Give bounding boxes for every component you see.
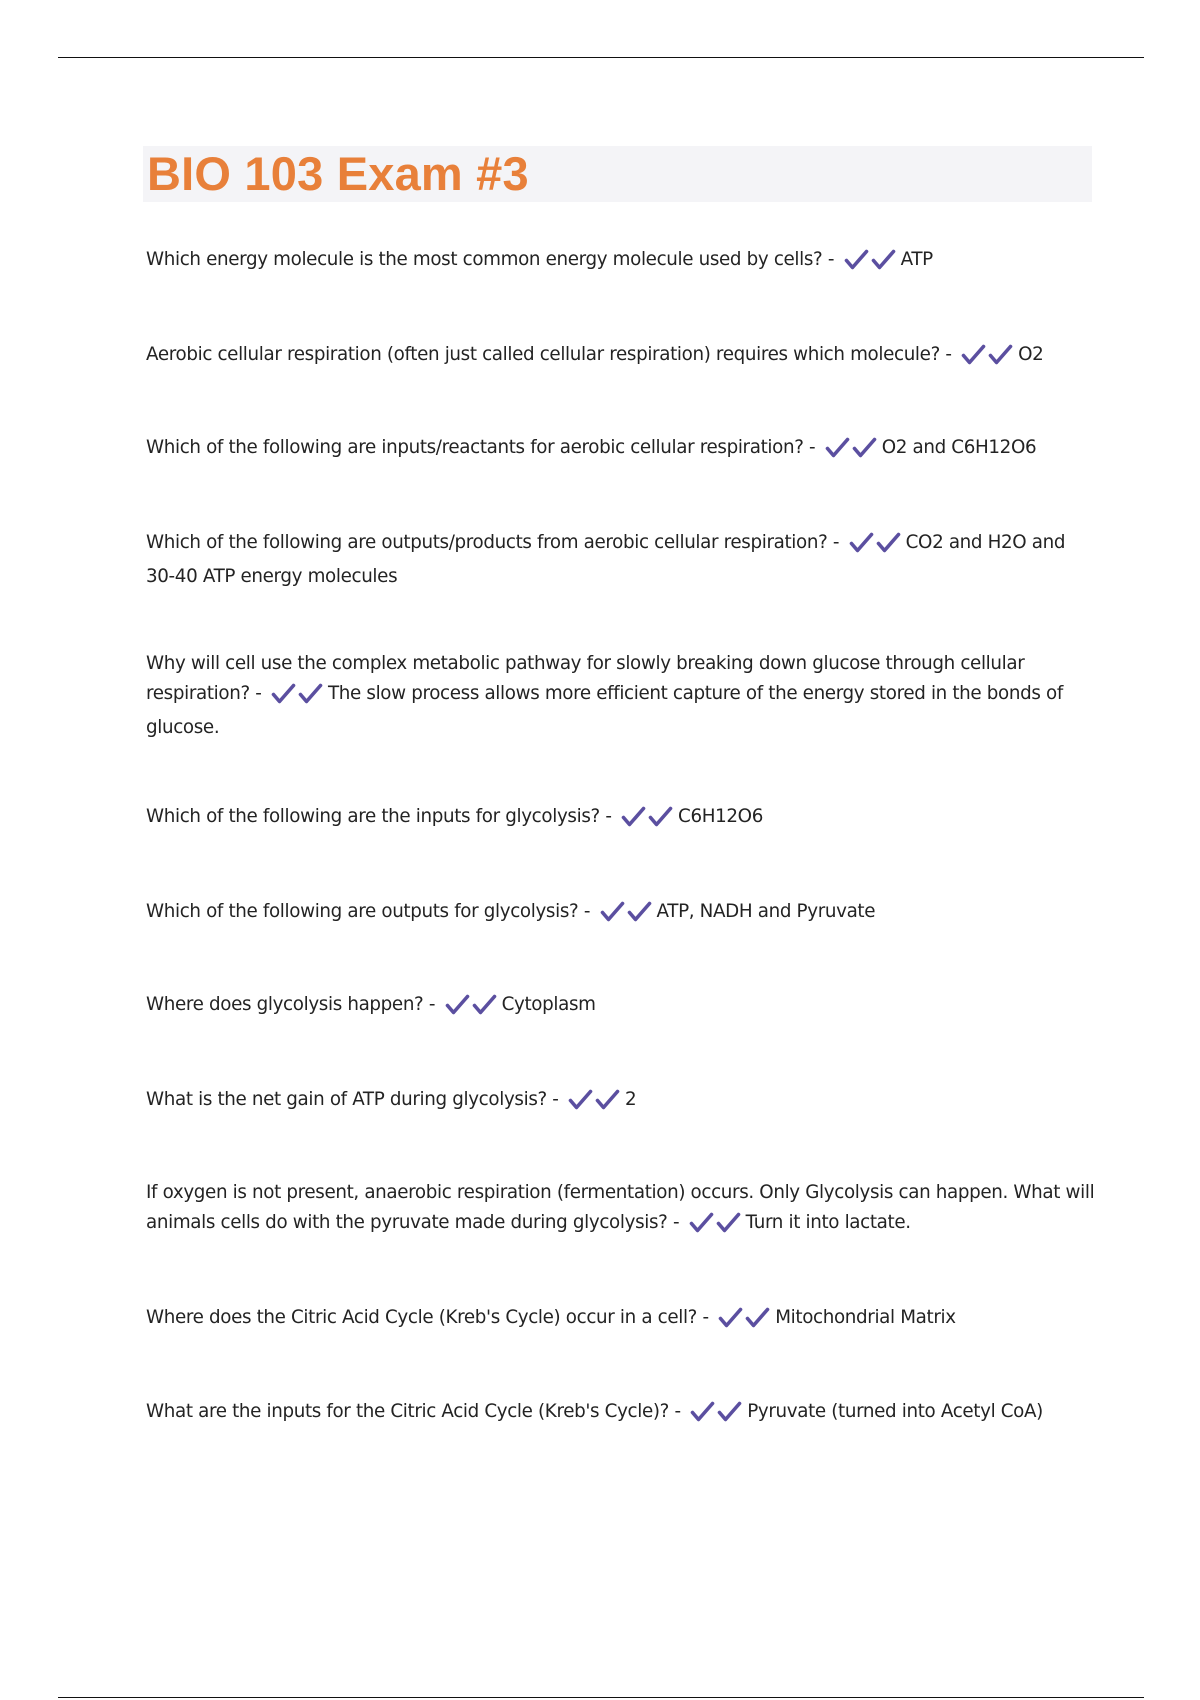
qa-item-11 xyxy=(146,1303,1096,1337)
separator: - xyxy=(827,532,845,553)
question-text: What is the net gain of ATP during glycolysis? xyxy=(146,1089,547,1110)
answer-text: Pyruvate (turned into Acetyl CoA) xyxy=(747,1401,1043,1422)
answer-marker xyxy=(689,1212,743,1242)
separator: - xyxy=(249,683,267,704)
separator: - xyxy=(578,901,596,922)
checkmark-icon xyxy=(271,683,298,705)
answer-text: Cytoplasm xyxy=(501,994,596,1015)
qa-item-6 xyxy=(146,802,1096,836)
question-text: Which energy molecule is the most common energy molecule used by cells? xyxy=(146,249,823,270)
separator: - xyxy=(423,994,441,1015)
question-text: Where does the Citric Acid Cycle (Kreb's Cycle) occur in a cell? xyxy=(146,1307,698,1328)
question-text: Where does glycolysis happen? xyxy=(146,994,424,1015)
checkmark-icon xyxy=(472,994,499,1016)
question-text: Which of the following are the inputs for glycolysis? xyxy=(146,806,600,827)
qa-item-7 xyxy=(146,897,1096,931)
separator: - xyxy=(546,1089,565,1110)
answer-text: C6H12O6 xyxy=(678,806,764,827)
question-text: Which of the following are outputs/products from aerobic cellular respiration? xyxy=(146,532,828,553)
question-text: Aerobic cellular respiration (often just called cellular respiration) requires which molecule? xyxy=(146,344,940,365)
answer-text: ATP xyxy=(900,249,933,270)
answer-marker xyxy=(718,1307,772,1337)
separator: - xyxy=(803,437,821,458)
answer-marker xyxy=(600,901,654,931)
checkmark-icon xyxy=(298,683,325,705)
separator: - xyxy=(599,806,618,827)
answer-marker xyxy=(961,344,1015,374)
page-bottom-rule xyxy=(58,1697,1144,1698)
answer-marker xyxy=(568,1089,622,1119)
answer-text: CO2 and H2O and 30-40 ATP energy molecules xyxy=(146,532,1066,587)
answer-marker xyxy=(621,806,675,836)
separator: - xyxy=(669,1401,687,1422)
answer-marker xyxy=(271,683,325,713)
checkmark-icon xyxy=(849,532,876,554)
checkmark-icon xyxy=(876,532,903,554)
checkmark-icon xyxy=(445,994,472,1016)
checkmark-icon xyxy=(716,1212,743,1234)
qa-item-1 xyxy=(146,245,1096,279)
qa-item-3 xyxy=(146,433,1096,467)
answer-text: The slow process allows more efficient capture of the energy stored in the bonds of glucose. xyxy=(146,683,1063,738)
answer-text: O2 and C6H12O6 xyxy=(881,437,1037,458)
checkmark-icon xyxy=(690,1401,717,1423)
checkmark-icon xyxy=(852,437,879,459)
answer-marker xyxy=(825,437,879,467)
checkmark-icon xyxy=(825,437,852,459)
checkmark-icon xyxy=(988,344,1015,366)
checkmark-icon xyxy=(621,806,648,828)
checkmark-icon xyxy=(595,1089,622,1111)
qa-item-5 xyxy=(146,649,1096,743)
checkmark-icon xyxy=(871,249,898,271)
checkmark-icon xyxy=(717,1401,744,1423)
question-text: What are the inputs for the Citric Acid Cycle (Kreb's Cycle)? xyxy=(146,1401,670,1422)
qa-item-8 xyxy=(146,990,1096,1024)
answer-text: O2 xyxy=(1018,344,1044,365)
checkmark-icon xyxy=(600,901,627,923)
checkmark-icon xyxy=(718,1307,745,1329)
separator: - xyxy=(667,1212,685,1233)
page-title: BIO 103 Exam #3 xyxy=(147,147,529,200)
checkmark-icon xyxy=(627,901,654,923)
separator: - xyxy=(939,344,958,365)
question-text: Why will cell use the complex metabolic pathway for slowly breaking down glucose through cellular respiration? xyxy=(146,653,1025,704)
separator: - xyxy=(697,1307,715,1328)
separator: - xyxy=(822,249,840,270)
question-text: Which of the following are outputs for glycolysis? xyxy=(146,901,579,922)
qa-item-2 xyxy=(146,340,1096,374)
checkmark-icon xyxy=(648,806,675,828)
qa-item-12 xyxy=(146,1397,1096,1431)
qa-item-10 xyxy=(146,1178,1096,1242)
page-top-rule xyxy=(58,57,1144,58)
checkmark-icon xyxy=(568,1089,595,1111)
answer-text: Turn it into lactate. xyxy=(745,1212,911,1233)
checkmark-icon xyxy=(961,344,988,366)
qa-item-4 xyxy=(146,528,1096,592)
answer-text: Mitochondrial Matrix xyxy=(775,1307,956,1328)
checkmark-icon xyxy=(689,1212,716,1234)
question-text: Which of the following are inputs/reactants for aerobic cellular respiration? xyxy=(146,437,804,458)
answer-text: ATP, NADH and Pyruvate xyxy=(656,901,876,922)
answer-marker xyxy=(690,1401,744,1431)
checkmark-icon xyxy=(844,249,871,271)
answer-marker xyxy=(849,532,903,562)
question-text: If oxygen is not present, anaerobic respiration (fermentation) occurs. Only Glycolysis can happen. What will animals cells do with the pyruvate made during glycolysis? xyxy=(146,1182,1095,1233)
answer-text: 2 xyxy=(625,1089,637,1110)
checkmark-icon xyxy=(745,1307,772,1329)
answer-marker xyxy=(445,994,499,1024)
answer-marker xyxy=(844,249,898,279)
qa-item-9 xyxy=(146,1085,1096,1119)
